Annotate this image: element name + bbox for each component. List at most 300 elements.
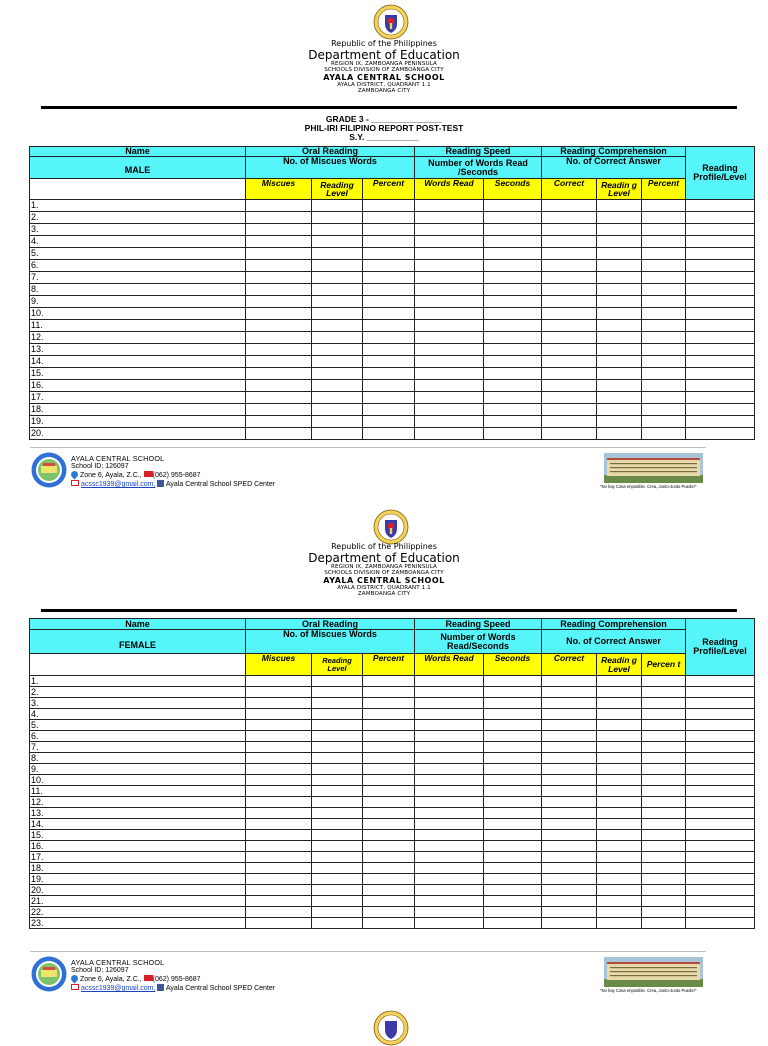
- entry-cell[interactable]: [415, 380, 484, 392]
- entry-cell[interactable]: [246, 332, 312, 344]
- row-number-cell[interactable]: 20.: [30, 885, 246, 896]
- entry-cell[interactable]: [484, 918, 542, 929]
- entry-cell[interactable]: [597, 236, 642, 248]
- entry-cell[interactable]: [686, 284, 755, 296]
- entry-cell[interactable]: [312, 687, 363, 698]
- entry-cell[interactable]: [642, 212, 686, 224]
- row-number-cell[interactable]: 23.: [30, 918, 246, 929]
- entry-cell[interactable]: [542, 918, 597, 929]
- entry-cell[interactable]: [312, 212, 363, 224]
- entry-cell[interactable]: [363, 907, 415, 918]
- entry-cell[interactable]: [686, 808, 755, 819]
- entry-cell[interactable]: [484, 248, 542, 260]
- entry-cell[interactable]: [246, 852, 312, 863]
- entry-cell[interactable]: [363, 896, 415, 907]
- entry-cell[interactable]: [542, 786, 597, 797]
- entry-cell[interactable]: [363, 731, 415, 742]
- entry-cell[interactable]: [363, 272, 415, 284]
- entry-cell[interactable]: [363, 200, 415, 212]
- entry-cell[interactable]: [597, 284, 642, 296]
- entry-cell[interactable]: [415, 786, 484, 797]
- entry-cell[interactable]: [312, 368, 363, 380]
- entry-cell[interactable]: [642, 907, 686, 918]
- entry-cell[interactable]: [415, 676, 484, 687]
- entry-cell[interactable]: [597, 260, 642, 272]
- entry-cell[interactable]: [597, 896, 642, 907]
- row-number-cell[interactable]: 5.: [30, 720, 246, 731]
- entry-cell[interactable]: [686, 272, 755, 284]
- entry-cell[interactable]: [312, 416, 363, 428]
- entry-cell[interactable]: [246, 698, 312, 709]
- entry-cell[interactable]: [542, 753, 597, 764]
- entry-cell[interactable]: [542, 260, 597, 272]
- row-number-cell[interactable]: 13.: [30, 808, 246, 819]
- entry-cell[interactable]: [686, 428, 755, 440]
- entry-cell[interactable]: [642, 698, 686, 709]
- entry-cell[interactable]: [415, 687, 484, 698]
- entry-cell[interactable]: [363, 392, 415, 404]
- entry-cell[interactable]: [597, 852, 642, 863]
- entry-cell[interactable]: [312, 918, 363, 929]
- row-number-cell[interactable]: 16.: [30, 380, 246, 392]
- entry-cell[interactable]: [642, 308, 686, 320]
- entry-cell[interactable]: [246, 392, 312, 404]
- entry-cell[interactable]: [363, 344, 415, 356]
- entry-cell[interactable]: [415, 404, 484, 416]
- entry-cell[interactable]: [484, 720, 542, 731]
- row-number-cell[interactable]: 5.: [30, 248, 246, 260]
- entry-cell[interactable]: [363, 296, 415, 308]
- entry-cell[interactable]: [312, 200, 363, 212]
- entry-cell[interactable]: [363, 797, 415, 808]
- entry-cell[interactable]: [686, 344, 755, 356]
- row-number-cell[interactable]: 6.: [30, 260, 246, 272]
- entry-cell[interactable]: [246, 380, 312, 392]
- entry-cell[interactable]: [484, 764, 542, 775]
- entry-cell[interactable]: [642, 918, 686, 929]
- entry-cell[interactable]: [312, 344, 363, 356]
- entry-cell[interactable]: [246, 775, 312, 786]
- entry-cell[interactable]: [363, 356, 415, 368]
- entry-cell[interactable]: [312, 808, 363, 819]
- entry-cell[interactable]: [415, 808, 484, 819]
- entry-cell[interactable]: [363, 808, 415, 819]
- entry-cell[interactable]: [484, 392, 542, 404]
- entry-cell[interactable]: [312, 852, 363, 863]
- entry-cell[interactable]: [597, 676, 642, 687]
- entry-cell[interactable]: [542, 863, 597, 874]
- entry-cell[interactable]: [415, 830, 484, 841]
- entry-cell[interactable]: [597, 764, 642, 775]
- entry-cell[interactable]: [415, 296, 484, 308]
- row-number-cell[interactable]: 12.: [30, 332, 246, 344]
- footer-email-link[interactable]: acssc1939@gmail.com,: [80, 481, 156, 489]
- entry-cell[interactable]: [484, 753, 542, 764]
- row-number-cell[interactable]: 17.: [30, 392, 246, 404]
- entry-cell[interactable]: [686, 404, 755, 416]
- entry-cell[interactable]: [363, 863, 415, 874]
- entry-cell[interactable]: [312, 676, 363, 687]
- row-number-cell[interactable]: 7.: [30, 272, 246, 284]
- row-number-cell[interactable]: 10.: [30, 775, 246, 786]
- entry-cell[interactable]: [686, 819, 755, 830]
- entry-cell[interactable]: [312, 380, 363, 392]
- entry-cell[interactable]: [542, 236, 597, 248]
- entry-cell[interactable]: [597, 320, 642, 332]
- entry-cell[interactable]: [542, 212, 597, 224]
- entry-cell[interactable]: [415, 308, 484, 320]
- entry-cell[interactable]: [246, 918, 312, 929]
- entry-cell[interactable]: [363, 284, 415, 296]
- entry-cell[interactable]: [542, 830, 597, 841]
- entry-cell[interactable]: [542, 368, 597, 380]
- entry-cell[interactable]: [415, 284, 484, 296]
- entry-cell[interactable]: [642, 808, 686, 819]
- entry-cell[interactable]: [597, 296, 642, 308]
- entry-cell[interactable]: [686, 676, 755, 687]
- row-number-cell[interactable]: 4.: [30, 709, 246, 720]
- entry-cell[interactable]: [484, 775, 542, 786]
- entry-cell[interactable]: [686, 852, 755, 863]
- row-number-cell[interactable]: 4.: [30, 236, 246, 248]
- entry-cell[interactable]: [363, 380, 415, 392]
- entry-cell[interactable]: [415, 698, 484, 709]
- entry-cell[interactable]: [542, 308, 597, 320]
- entry-cell[interactable]: [484, 380, 542, 392]
- entry-cell[interactable]: [415, 416, 484, 428]
- entry-cell[interactable]: [246, 830, 312, 841]
- entry-cell[interactable]: [363, 852, 415, 863]
- entry-cell[interactable]: [484, 404, 542, 416]
- entry-cell[interactable]: [484, 786, 542, 797]
- entry-cell[interactable]: [597, 907, 642, 918]
- entry-cell[interactable]: [597, 753, 642, 764]
- entry-cell[interactable]: [312, 797, 363, 808]
- entry-cell[interactable]: [415, 819, 484, 830]
- entry-cell[interactable]: [597, 428, 642, 440]
- entry-cell[interactable]: [246, 260, 312, 272]
- row-number-cell[interactable]: 9.: [30, 764, 246, 775]
- entry-cell[interactable]: [484, 212, 542, 224]
- entry-cell[interactable]: [312, 742, 363, 753]
- entry-cell[interactable]: [597, 786, 642, 797]
- entry-cell[interactable]: [312, 332, 363, 344]
- row-number-cell[interactable]: 15.: [30, 830, 246, 841]
- entry-cell[interactable]: [642, 753, 686, 764]
- row-number-cell[interactable]: 8.: [30, 284, 246, 296]
- entry-cell[interactable]: [642, 764, 686, 775]
- entry-cell[interactable]: [363, 709, 415, 720]
- entry-cell[interactable]: [246, 272, 312, 284]
- entry-cell[interactable]: [686, 260, 755, 272]
- entry-cell[interactable]: [363, 308, 415, 320]
- entry-cell[interactable]: [312, 236, 363, 248]
- entry-cell[interactable]: [363, 676, 415, 687]
- entry-cell[interactable]: [415, 272, 484, 284]
- entry-cell[interactable]: [246, 248, 312, 260]
- entry-cell[interactable]: [642, 731, 686, 742]
- entry-cell[interactable]: [363, 416, 415, 428]
- entry-cell[interactable]: [542, 797, 597, 808]
- entry-cell[interactable]: [597, 742, 642, 753]
- entry-cell[interactable]: [597, 874, 642, 885]
- entry-cell[interactable]: [246, 224, 312, 236]
- entry-cell[interactable]: [312, 874, 363, 885]
- entry-cell[interactable]: [415, 368, 484, 380]
- entry-cell[interactable]: [246, 428, 312, 440]
- entry-cell[interactable]: [542, 296, 597, 308]
- entry-cell[interactable]: [484, 907, 542, 918]
- entry-cell[interactable]: [415, 212, 484, 224]
- entry-cell[interactable]: [246, 863, 312, 874]
- entry-cell[interactable]: [686, 416, 755, 428]
- entry-cell[interactable]: [312, 753, 363, 764]
- entry-cell[interactable]: [246, 416, 312, 428]
- row-number-cell[interactable]: 11.: [30, 786, 246, 797]
- entry-cell[interactable]: [542, 356, 597, 368]
- entry-cell[interactable]: [686, 841, 755, 852]
- row-number-cell[interactable]: 3.: [30, 698, 246, 709]
- entry-cell[interactable]: [686, 224, 755, 236]
- entry-cell[interactable]: [686, 698, 755, 709]
- entry-cell[interactable]: [484, 731, 542, 742]
- entry-cell[interactable]: [597, 698, 642, 709]
- row-number-cell[interactable]: 1.: [30, 676, 246, 687]
- entry-cell[interactable]: [415, 720, 484, 731]
- entry-cell[interactable]: [246, 885, 312, 896]
- entry-cell[interactable]: [312, 248, 363, 260]
- row-number-cell[interactable]: 11.: [30, 320, 246, 332]
- entry-cell[interactable]: [484, 896, 542, 907]
- entry-cell[interactable]: [363, 874, 415, 885]
- entry-cell[interactable]: [642, 819, 686, 830]
- entry-cell[interactable]: [597, 344, 642, 356]
- entry-cell[interactable]: [246, 797, 312, 808]
- entry-cell[interactable]: [597, 797, 642, 808]
- entry-cell[interactable]: [597, 332, 642, 344]
- entry-cell[interactable]: [246, 308, 312, 320]
- entry-cell[interactable]: [597, 392, 642, 404]
- entry-cell[interactable]: [484, 272, 542, 284]
- entry-cell[interactable]: [597, 720, 642, 731]
- entry-cell[interactable]: [484, 698, 542, 709]
- entry-cell[interactable]: [415, 344, 484, 356]
- entry-cell[interactable]: [363, 698, 415, 709]
- entry-cell[interactable]: [686, 296, 755, 308]
- entry-cell[interactable]: [642, 830, 686, 841]
- entry-cell[interactable]: [312, 356, 363, 368]
- entry-cell[interactable]: [415, 332, 484, 344]
- entry-cell[interactable]: [542, 852, 597, 863]
- entry-cell[interactable]: [542, 332, 597, 344]
- entry-cell[interactable]: [415, 248, 484, 260]
- entry-cell[interactable]: [686, 753, 755, 764]
- entry-cell[interactable]: [484, 260, 542, 272]
- entry-cell[interactable]: [686, 332, 755, 344]
- entry-cell[interactable]: [597, 368, 642, 380]
- entry-cell[interactable]: [597, 308, 642, 320]
- entry-cell[interactable]: [642, 786, 686, 797]
- entry-cell[interactable]: [312, 775, 363, 786]
- entry-cell[interactable]: [686, 907, 755, 918]
- entry-cell[interactable]: [415, 224, 484, 236]
- entry-cell[interactable]: [642, 380, 686, 392]
- entry-cell[interactable]: [312, 392, 363, 404]
- entry-cell[interactable]: [312, 308, 363, 320]
- entry-cell[interactable]: [642, 368, 686, 380]
- entry-cell[interactable]: [415, 918, 484, 929]
- entry-cell[interactable]: [686, 874, 755, 885]
- entry-cell[interactable]: [415, 907, 484, 918]
- entry-cell[interactable]: [312, 907, 363, 918]
- entry-cell[interactable]: [597, 775, 642, 786]
- entry-cell[interactable]: [484, 742, 542, 753]
- row-number-cell[interactable]: 18.: [30, 863, 246, 874]
- footer-email-link[interactable]: acssc1939@gmail.com,: [80, 985, 156, 993]
- entry-cell[interactable]: [542, 200, 597, 212]
- row-number-cell[interactable]: 2.: [30, 687, 246, 698]
- row-number-cell[interactable]: 20.: [30, 428, 246, 440]
- entry-cell[interactable]: [312, 786, 363, 797]
- entry-cell[interactable]: [312, 296, 363, 308]
- entry-cell[interactable]: [542, 380, 597, 392]
- entry-cell[interactable]: [363, 742, 415, 753]
- entry-cell[interactable]: [642, 392, 686, 404]
- entry-cell[interactable]: [686, 236, 755, 248]
- entry-cell[interactable]: [484, 284, 542, 296]
- entry-cell[interactable]: [415, 764, 484, 775]
- entry-cell[interactable]: [484, 428, 542, 440]
- entry-cell[interactable]: [415, 885, 484, 896]
- entry-cell[interactable]: [642, 676, 686, 687]
- entry-cell[interactable]: [597, 841, 642, 852]
- row-number-cell[interactable]: 8.: [30, 753, 246, 764]
- entry-cell[interactable]: [363, 720, 415, 731]
- entry-cell[interactable]: [415, 260, 484, 272]
- entry-cell[interactable]: [686, 885, 755, 896]
- entry-cell[interactable]: [246, 404, 312, 416]
- row-number-cell[interactable]: 7.: [30, 742, 246, 753]
- entry-cell[interactable]: [246, 753, 312, 764]
- entry-cell[interactable]: [484, 200, 542, 212]
- entry-cell[interactable]: [312, 863, 363, 874]
- entry-cell[interactable]: [484, 852, 542, 863]
- entry-cell[interactable]: [686, 863, 755, 874]
- row-number-cell[interactable]: 14.: [30, 356, 246, 368]
- entry-cell[interactable]: [415, 320, 484, 332]
- entry-cell[interactable]: [415, 797, 484, 808]
- entry-cell[interactable]: [415, 874, 484, 885]
- entry-cell[interactable]: [686, 356, 755, 368]
- entry-cell[interactable]: [363, 775, 415, 786]
- entry-cell[interactable]: [484, 416, 542, 428]
- entry-cell[interactable]: [597, 356, 642, 368]
- entry-cell[interactable]: [363, 320, 415, 332]
- entry-cell[interactable]: [597, 918, 642, 929]
- entry-cell[interactable]: [642, 344, 686, 356]
- entry-cell[interactable]: [686, 786, 755, 797]
- entry-cell[interactable]: [542, 709, 597, 720]
- entry-cell[interactable]: [686, 248, 755, 260]
- entry-cell[interactable]: [642, 356, 686, 368]
- entry-cell[interactable]: [542, 764, 597, 775]
- entry-cell[interactable]: [312, 709, 363, 720]
- entry-cell[interactable]: [642, 709, 686, 720]
- entry-cell[interactable]: [246, 200, 312, 212]
- entry-cell[interactable]: [312, 428, 363, 440]
- entry-cell[interactable]: [415, 896, 484, 907]
- entry-cell[interactable]: [542, 404, 597, 416]
- entry-cell[interactable]: [642, 272, 686, 284]
- entry-cell[interactable]: [246, 236, 312, 248]
- entry-cell[interactable]: [312, 896, 363, 907]
- entry-cell[interactable]: [484, 676, 542, 687]
- row-number-cell[interactable]: 19.: [30, 874, 246, 885]
- entry-cell[interactable]: [246, 284, 312, 296]
- entry-cell[interactable]: [642, 296, 686, 308]
- entry-cell[interactable]: [484, 819, 542, 830]
- entry-cell[interactable]: [246, 320, 312, 332]
- entry-cell[interactable]: [542, 284, 597, 296]
- entry-cell[interactable]: [484, 874, 542, 885]
- entry-cell[interactable]: [642, 200, 686, 212]
- entry-cell[interactable]: [642, 742, 686, 753]
- entry-cell[interactable]: [686, 709, 755, 720]
- row-number-cell[interactable]: 19.: [30, 416, 246, 428]
- entry-cell[interactable]: [415, 709, 484, 720]
- row-number-cell[interactable]: 18.: [30, 404, 246, 416]
- entry-cell[interactable]: [484, 332, 542, 344]
- row-number-cell[interactable]: 22.: [30, 907, 246, 918]
- entry-cell[interactable]: [363, 687, 415, 698]
- entry-cell[interactable]: [246, 731, 312, 742]
- entry-cell[interactable]: [246, 296, 312, 308]
- entry-cell[interactable]: [363, 918, 415, 929]
- entry-cell[interactable]: [597, 248, 642, 260]
- entry-cell[interactable]: [312, 830, 363, 841]
- entry-cell[interactable]: [542, 687, 597, 698]
- entry-cell[interactable]: [542, 676, 597, 687]
- entry-cell[interactable]: [415, 428, 484, 440]
- entry-cell[interactable]: [246, 841, 312, 852]
- entry-cell[interactable]: [597, 863, 642, 874]
- row-number-cell[interactable]: 3.: [30, 224, 246, 236]
- entry-cell[interactable]: [542, 392, 597, 404]
- entry-cell[interactable]: [312, 698, 363, 709]
- entry-cell[interactable]: [363, 830, 415, 841]
- entry-cell[interactable]: [686, 320, 755, 332]
- entry-cell[interactable]: [246, 709, 312, 720]
- entry-cell[interactable]: [597, 819, 642, 830]
- entry-cell[interactable]: [246, 742, 312, 753]
- entry-cell[interactable]: [542, 808, 597, 819]
- entry-cell[interactable]: [642, 236, 686, 248]
- entry-cell[interactable]: [597, 272, 642, 284]
- entry-cell[interactable]: [312, 885, 363, 896]
- entry-cell[interactable]: [484, 368, 542, 380]
- entry-cell[interactable]: [542, 224, 597, 236]
- entry-cell[interactable]: [484, 885, 542, 896]
- entry-cell[interactable]: [246, 687, 312, 698]
- entry-cell[interactable]: [363, 786, 415, 797]
- entry-cell[interactable]: [642, 852, 686, 863]
- entry-cell[interactable]: [484, 356, 542, 368]
- entry-cell[interactable]: [597, 731, 642, 742]
- entry-cell[interactable]: [642, 320, 686, 332]
- row-number-cell[interactable]: 21.: [30, 896, 246, 907]
- entry-cell[interactable]: [597, 808, 642, 819]
- entry-cell[interactable]: [542, 428, 597, 440]
